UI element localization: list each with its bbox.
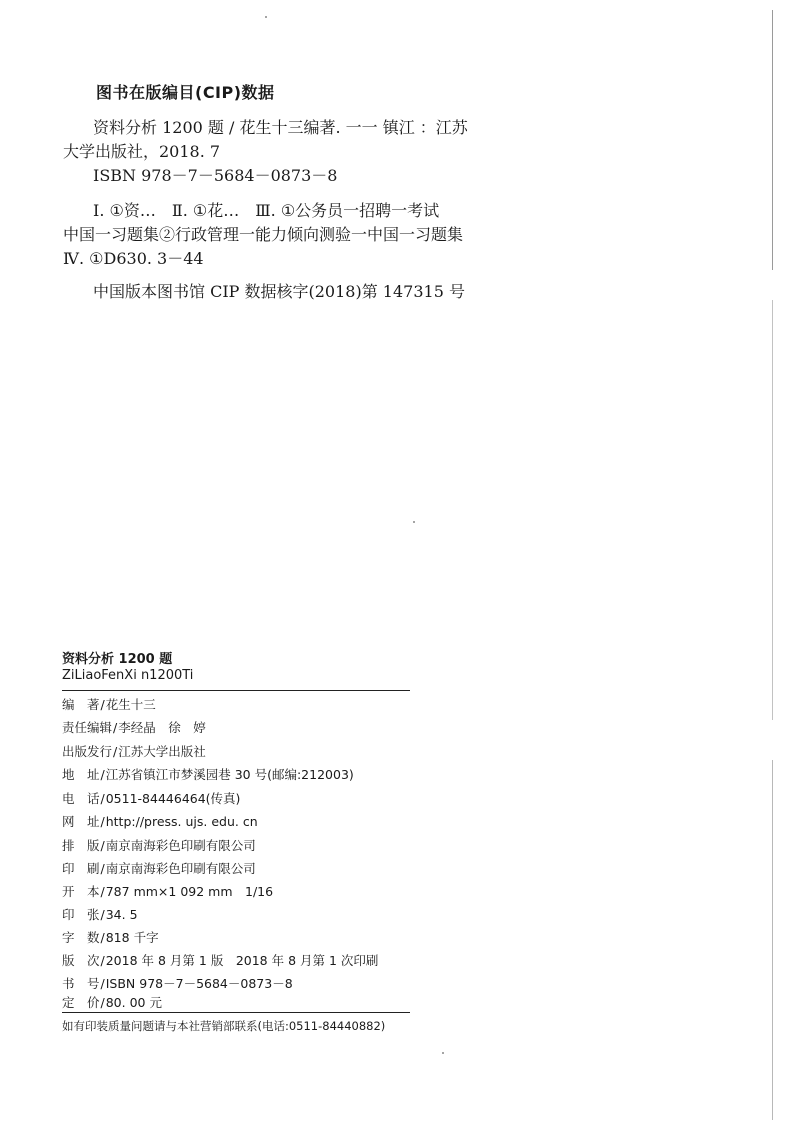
colophon-label: 电 话 <box>62 791 100 806</box>
colophon-value: 江苏大学出版社 <box>118 744 206 759</box>
colophon-footnote: 如有印装质量问题请与本社营销部联系(电话:0511-84440882) <box>62 1019 386 1033</box>
colophon-label: 地 址 <box>62 767 100 782</box>
colophon-separator: / <box>100 907 105 922</box>
colophon-label: 责任编辑 <box>62 720 113 735</box>
colophon-separator: / <box>113 720 118 735</box>
colophon-value: 江苏省镇江市梦溪园巷 30 号(邮编:212003) <box>105 767 354 782</box>
cip-line: 大学出版社，2018. 7 <box>63 142 221 161</box>
scan-speck <box>265 16 267 18</box>
colophon-row <box>62 884 273 900</box>
colophon-row <box>62 791 240 807</box>
colophon-value: 南京南海彩色印刷有限公司 <box>105 861 256 876</box>
colophon-title: 资料分析 1200 题 <box>62 652 173 667</box>
colophon-separator: / <box>100 767 105 782</box>
colophon-label: 定 价 <box>62 995 100 1010</box>
colophon-top-rule <box>62 690 410 691</box>
colophon-label: 排 版 <box>62 838 100 853</box>
colophon-value: 2018 年 8 月第 1 版 2018 年 8 月第 1 次印刷 <box>105 953 379 968</box>
colophon-separator: / <box>100 861 105 876</box>
colophon-label: 版 次 <box>62 953 100 968</box>
colophon-label: 字 数 <box>62 930 100 945</box>
cip-registration-line: 中国版本图书馆 CIP 数据核字(2018)第 147315 号 <box>93 282 465 301</box>
scan-edge-mark <box>772 300 773 720</box>
colophon-value: 80. 00 元 <box>105 995 162 1010</box>
colophon-label: 书 号 <box>62 976 100 991</box>
colophon-row <box>62 995 162 1011</box>
colophon-separator: / <box>100 814 105 829</box>
colophon-separator: / <box>100 953 105 968</box>
colophon-bottom-rule <box>62 1012 410 1013</box>
colophon-value: http://press. ujs. edu. cn <box>105 814 258 829</box>
scan-edge-mark <box>772 760 773 1120</box>
cip-line: Ⅰ. ①资… Ⅱ. ①花… Ⅲ. ①公务员一招聘一考试 <box>93 201 440 220</box>
colophon-row <box>62 861 256 877</box>
colophon-value: 花生十三 <box>105 697 156 712</box>
colophon-pinyin: ZiLiaoFenXi n1200Ti <box>62 668 194 683</box>
colophon-separator: / <box>100 884 105 899</box>
colophon-value: 818 千字 <box>105 930 159 945</box>
colophon-row <box>62 953 378 969</box>
colophon-separator: / <box>100 791 105 806</box>
colophon-separator: / <box>100 838 105 853</box>
colophon-row <box>62 720 206 736</box>
colophon-value: 34. 5 <box>105 907 138 922</box>
colophon-separator: / <box>100 697 105 712</box>
colophon-label: 编 著 <box>62 697 100 712</box>
colophon-value: 李经晶 徐 婷 <box>118 720 206 735</box>
colophon-separator: / <box>113 744 118 759</box>
colophon-value: 南京南海彩色印刷有限公司 <box>105 838 256 853</box>
scan-speck <box>413 521 415 523</box>
colophon-value: ISBN 978－7－5684－0873－8 <box>105 976 293 991</box>
cip-heading: 图书在版编目(CIP)数据 <box>96 83 275 102</box>
colophon-label: 开 本 <box>62 884 100 899</box>
cip-isbn-line: ISBN 978－7－5684－0873－8 <box>93 166 338 185</box>
scan-edge-mark <box>772 10 773 270</box>
colophon-row <box>62 907 138 923</box>
scan-speck <box>442 1052 444 1054</box>
colophon-label: 出版发行 <box>62 744 113 759</box>
colophon-label: 印 张 <box>62 907 100 922</box>
colophon-row <box>62 744 206 760</box>
colophon-value: 787 mm×1 092 mm 1/16 <box>105 884 274 899</box>
colophon-row <box>62 976 293 992</box>
colophon-separator: / <box>100 976 105 991</box>
colophon-label: 印 刷 <box>62 861 100 876</box>
cip-line: 中国一习题集②行政管理一能力倾向测验一中国一习题集 <box>63 225 464 244</box>
colophon-row <box>62 838 256 854</box>
colophon-value: 0511-84446464(传真) <box>105 791 241 806</box>
colophon-separator: / <box>100 930 105 945</box>
cip-line: 资料分析 1200 题 / 花生十三编著. 一一 镇江 ：江苏 <box>93 118 468 137</box>
cip-line: Ⅳ. ①D630. 3－44 <box>63 249 204 268</box>
colophon-row <box>62 814 258 830</box>
colophon-row <box>62 930 159 946</box>
colophon-separator: / <box>100 995 105 1010</box>
colophon-label: 网 址 <box>62 814 100 829</box>
colophon-row <box>62 697 156 713</box>
colophon-row <box>62 767 354 783</box>
